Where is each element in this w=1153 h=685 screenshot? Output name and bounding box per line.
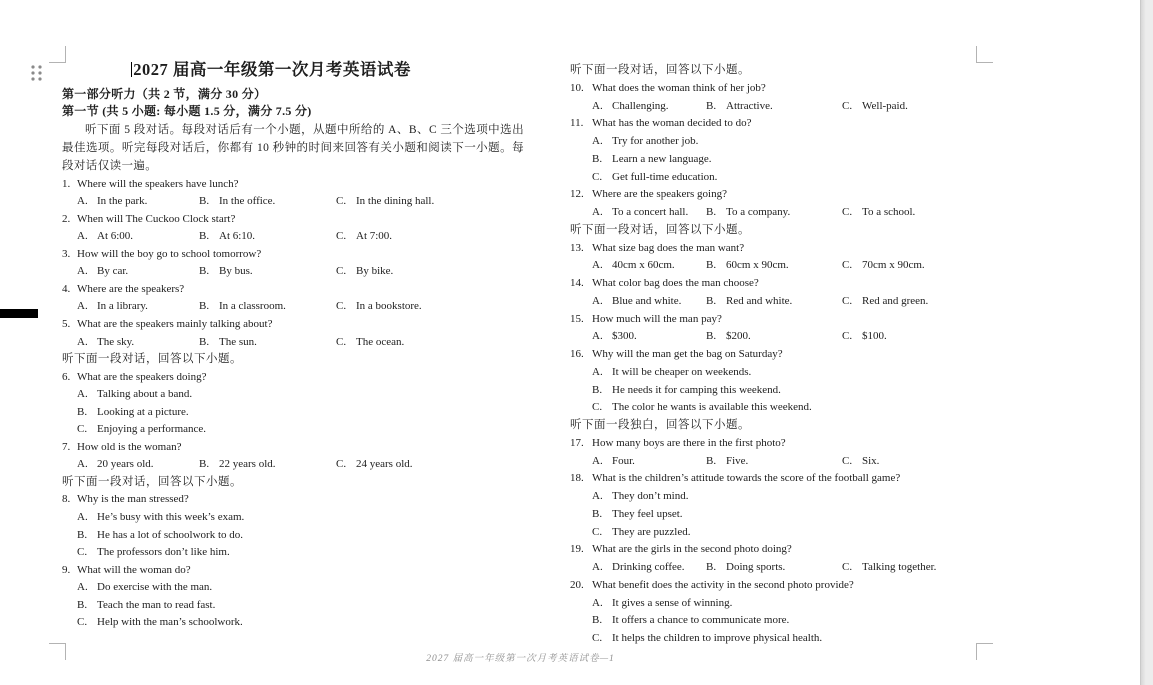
option-text: It will be cheaper on weekends.: [612, 365, 752, 378]
margin-corner-mark-top-right: [976, 46, 993, 63]
option-text: Well-paid.: [862, 99, 908, 112]
question-number: 13.: [570, 241, 584, 254]
question-number: 6.: [62, 370, 71, 383]
question-line: [62, 562, 540, 580]
option-label: A.: [77, 581, 88, 594]
option-label: A.: [592, 99, 603, 112]
question-line: [62, 491, 540, 509]
option-label: A.: [77, 195, 88, 208]
option: [592, 293, 706, 311]
option-text: He’s busy with this week’s exam.: [97, 510, 245, 523]
question-number: 20.: [570, 578, 584, 591]
option-label: B.: [77, 598, 88, 611]
exam-title-text: 2027 届高一年级第一次月考英语试卷: [133, 60, 411, 79]
option-text: Do exercise with the man.: [97, 581, 213, 594]
question-block: [62, 369, 540, 439]
option: [842, 453, 1016, 471]
option-label: B.: [77, 405, 88, 418]
option-text: 24 years old.: [356, 458, 413, 471]
question-line: [62, 176, 540, 194]
option: [842, 293, 1016, 311]
option: [706, 257, 842, 275]
question-block: [570, 435, 1016, 471]
option-text: It helps the children to improve physical health.: [612, 632, 823, 644]
option-label: C.: [77, 423, 88, 436]
option: [570, 151, 1016, 169]
option-text: In the dining hall.: [356, 195, 435, 208]
option: [592, 328, 706, 346]
question-number: 17.: [570, 436, 584, 449]
option-label: B.: [592, 383, 603, 396]
drag-handle-icon[interactable]: [30, 64, 44, 82]
option: [62, 544, 540, 562]
option: [336, 334, 540, 352]
option: [570, 612, 1016, 630]
option-label: C.: [336, 335, 347, 348]
question-block: [62, 439, 540, 474]
section1-header: 第一节 (共 5 小题: 每小题 1.5 分，满分 7.5 分): [62, 104, 312, 119]
option-text: 40cm x 60cm.: [612, 259, 675, 272]
option: [77, 456, 199, 474]
question-list-left: [62, 176, 540, 632]
option-label: A.: [77, 510, 88, 523]
question-line: [570, 115, 1016, 133]
question-text: Where will the speakers have lunch?: [77, 177, 239, 190]
option-text: It offers a chance to communicate more.: [612, 614, 790, 627]
option-label: C.: [592, 632, 603, 644]
question-number: 5.: [62, 317, 71, 330]
option-row: [570, 559, 1016, 577]
option: [62, 597, 540, 615]
option: [62, 509, 540, 527]
option: [77, 298, 199, 316]
question-text: What are the speakers doing?: [77, 370, 207, 383]
option-label: B.: [199, 458, 210, 471]
question-text: What has the woman decided to do?: [592, 117, 752, 130]
option: [842, 559, 1016, 577]
question-number: 16.: [570, 348, 584, 360]
option-text: They feel upset.: [612, 507, 683, 520]
option: [199, 228, 336, 246]
option-text: Drinking coffee.: [612, 561, 685, 573]
option-label: B.: [77, 528, 88, 541]
question-number: 7.: [62, 440, 71, 453]
question-text: Where are the speakers?: [77, 282, 185, 295]
option-row: [62, 334, 540, 352]
option-label: C.: [842, 206, 853, 218]
option: [570, 364, 1016, 382]
question-list-right: [570, 62, 1016, 648]
question-line: [570, 80, 1016, 98]
option-text: By bike.: [356, 265, 394, 278]
page-edge-strip: [1140, 0, 1153, 685]
option: [570, 488, 1016, 506]
option-label: C.: [842, 561, 853, 573]
option-label: C.: [336, 230, 347, 243]
option: [336, 228, 540, 246]
option-label: A.: [592, 365, 603, 378]
option-text: The sun.: [219, 335, 257, 348]
question-text: How many boys are there in the first photo?: [592, 436, 786, 449]
question-block: [62, 562, 540, 632]
option-text: Try for another job.: [612, 135, 699, 147]
option-text: 22 years old.: [219, 458, 276, 471]
question-block: [62, 211, 540, 246]
option-text: Blue and white.: [612, 294, 682, 307]
option-label: B.: [199, 300, 210, 313]
option-text: To a company.: [726, 206, 791, 218]
option-row: [570, 453, 1016, 471]
listening-prompt: 听下面一段对话，回答以下小题。: [62, 353, 242, 366]
option: [336, 456, 540, 474]
question-text: How will the boy go to school tomorrow?: [77, 247, 262, 260]
question-number: 9.: [62, 563, 71, 576]
option-text: Six.: [862, 454, 880, 467]
question-number: 14.: [570, 277, 584, 289]
option: [77, 334, 199, 352]
option: [199, 193, 336, 211]
part1-header: 第一部分听力（共 2 节，满分 30 分）: [62, 87, 267, 101]
option-label: C.: [592, 170, 603, 183]
option-label: A.: [592, 596, 603, 609]
option: [706, 453, 842, 471]
question-line: [570, 275, 1016, 293]
question-text: How much will the man pay?: [592, 312, 722, 325]
question-number: 3.: [62, 247, 71, 260]
option-text: Challenging.: [612, 99, 669, 112]
question-text: What is the children’s attitude towards the score of the football game?: [592, 472, 901, 485]
question-block: [62, 316, 540, 351]
option: [842, 328, 1016, 346]
option-text: Teach the man to read fast.: [97, 598, 216, 611]
option: [62, 614, 540, 632]
option: [199, 456, 336, 474]
question-text: What size bag does the man want?: [592, 241, 745, 254]
option: [62, 527, 540, 545]
option: [77, 228, 199, 246]
question-text: Where are the speakers going?: [592, 188, 727, 201]
option-label: A.: [592, 206, 603, 218]
option-text: By car.: [97, 265, 129, 278]
question-number: 12.: [570, 188, 584, 201]
option-text: Get full-time education.: [612, 170, 718, 183]
option: [570, 506, 1016, 524]
question-text: Why will the man get the bag on Saturday?: [592, 348, 783, 360]
exam-title: [62, 58, 480, 82]
question-number: 2.: [62, 212, 71, 225]
option-label: A.: [77, 388, 88, 401]
question-block: [570, 577, 1016, 648]
option-label: C.: [842, 454, 853, 467]
option-label: A.: [77, 335, 88, 348]
option: [570, 595, 1016, 613]
option-text: He has a lot of schoolwork to do.: [97, 528, 244, 541]
question-text: What will the woman do?: [77, 563, 191, 576]
option-row: [62, 263, 540, 281]
question-number: 19.: [570, 543, 584, 556]
question-block: [570, 80, 1016, 116]
option-text: $100.: [862, 330, 887, 343]
listening-prompt: 听下面一段独白，回答以下小题。: [570, 419, 750, 431]
question-line: [570, 346, 1016, 364]
question-block: [62, 246, 540, 281]
option-label: B.: [706, 330, 717, 343]
option-row: [62, 228, 540, 246]
option-text: Enjoying a performance.: [97, 423, 207, 436]
option: [77, 263, 199, 281]
question-line: [62, 281, 540, 299]
option: [706, 293, 842, 311]
option-row: [570, 257, 1016, 275]
option-text: In a bookstore.: [356, 300, 422, 313]
option-row: [62, 193, 540, 211]
question-text: Why is the man stressed?: [77, 493, 189, 506]
option-label: B.: [592, 614, 603, 627]
margin-corner-mark-bottom-left: [49, 643, 66, 660]
option-label: C.: [842, 330, 853, 343]
option-label: B.: [592, 507, 603, 520]
option-text: He needs it for camping this weekend.: [612, 383, 781, 396]
option-label: A.: [77, 300, 88, 313]
page-footer: 2027 届高一年级第一次月考英语试卷—1: [426, 654, 615, 664]
option-text: Talking together.: [862, 561, 937, 573]
option-text: Learn a new language.: [612, 152, 712, 165]
question-line: [570, 577, 1016, 595]
option: [706, 204, 842, 222]
option: [570, 630, 1016, 648]
question-number: 11.: [570, 117, 584, 130]
option-row: [570, 204, 1016, 222]
question-block: [62, 281, 540, 316]
question-line: [570, 435, 1016, 453]
option-text: At 6:00.: [97, 230, 134, 243]
option-text: It gives a sense of winning.: [612, 596, 733, 609]
question-text: What benefit does the activity in the second photo provide?: [592, 578, 854, 591]
option-text: To a concert hall.: [612, 206, 689, 218]
question-text: How old is the woman?: [77, 440, 182, 453]
question-block: [570, 240, 1016, 276]
listening-prompt: 听下面一段对话，回答以下小题。: [62, 475, 242, 488]
option-text: Talking about a band.: [97, 388, 193, 401]
question-number: 4.: [62, 282, 71, 295]
option-label: A.: [592, 294, 603, 307]
question-number: 1.: [62, 177, 71, 190]
option: [570, 169, 1016, 187]
option-label: A.: [77, 265, 88, 278]
option-row: [62, 456, 540, 474]
question-block: [570, 346, 1016, 417]
question-block: [62, 491, 540, 561]
option: [77, 193, 199, 211]
option-label: C.: [592, 401, 603, 414]
question-line: [62, 439, 540, 457]
option: [62, 386, 540, 404]
option-label: A.: [592, 490, 603, 502]
option-label: B.: [199, 335, 210, 348]
option-label: A.: [592, 330, 603, 343]
option-text: 70cm x 90cm.: [862, 259, 925, 272]
option: [336, 193, 540, 211]
question-block: [570, 470, 1016, 541]
option: [842, 257, 1016, 275]
option-label: A.: [77, 230, 88, 243]
option-label: B.: [199, 265, 210, 278]
option: [706, 328, 842, 346]
option-row: [570, 98, 1016, 116]
question-line: [62, 211, 540, 229]
option: [592, 559, 706, 577]
option-text: Five.: [726, 454, 749, 467]
option-text: They are puzzled.: [612, 525, 691, 538]
option-text: Red and white.: [726, 294, 793, 307]
option: [570, 399, 1016, 417]
question-text: What color bag does the man choose?: [592, 277, 759, 289]
option-text: The color he wants is available this weekend.: [612, 401, 812, 414]
option: [842, 204, 1016, 222]
question-line: [570, 186, 1016, 204]
option: [62, 404, 540, 422]
option: [592, 453, 706, 471]
column-right: [570, 62, 1016, 648]
option-label: C.: [842, 294, 853, 307]
option-text: Four.: [612, 454, 635, 467]
column-left: [62, 58, 540, 632]
option: [592, 204, 706, 222]
question-line: [570, 470, 1016, 488]
option-label: B.: [199, 230, 210, 243]
option-text: 20 years old.: [97, 458, 154, 471]
option-text: In the park.: [97, 195, 148, 208]
option: [842, 98, 1016, 116]
question-block: [570, 275, 1016, 311]
option-text: Red and green.: [862, 294, 929, 307]
option-label: C.: [77, 616, 88, 629]
question-number: 10.: [570, 81, 584, 94]
option-label: C.: [336, 458, 347, 471]
option-text: The sky.: [97, 335, 135, 348]
question-line: [570, 240, 1016, 258]
option-label: B.: [706, 454, 717, 467]
option-label: C.: [336, 300, 347, 313]
option-text: To a school.: [862, 206, 916, 218]
option-text: 60cm x 90cm.: [726, 259, 789, 272]
option-text: The ocean.: [356, 335, 405, 348]
option-text: The professors don’t like him.: [97, 546, 230, 559]
question-block: [570, 115, 1016, 186]
option: [199, 334, 336, 352]
option: [62, 579, 540, 597]
option-text: They don’t mind.: [612, 490, 689, 502]
option-row: [62, 298, 540, 316]
question-line: [62, 369, 540, 387]
option-label: B.: [592, 152, 603, 165]
question-block: [570, 311, 1016, 347]
option-text: Attractive.: [726, 99, 773, 112]
option-text: $300.: [612, 330, 637, 343]
option-label: C.: [592, 525, 603, 538]
option-label: A.: [592, 454, 603, 467]
option-text: By bus.: [219, 265, 253, 278]
question-text: What are the girls in the second photo doing?: [592, 543, 792, 556]
option-label: B.: [199, 195, 210, 208]
question-line: [62, 246, 540, 264]
listening-prompt: 听下面一段对话，回答以下小题。: [570, 64, 750, 76]
option-text: At 6:10.: [219, 230, 256, 243]
option-text: In a classroom.: [219, 300, 286, 313]
option-text: Doing sports.: [726, 561, 786, 573]
option-text: At 7:00.: [356, 230, 393, 243]
option-text: Help with the man’s schoolwork.: [97, 616, 243, 629]
listening-prompt: 听下面一段对话，回答以下小题。: [570, 223, 750, 236]
question-number: 8.: [62, 493, 71, 506]
option-label: C.: [842, 259, 853, 272]
option-label: C.: [336, 265, 347, 278]
question-number: 15.: [570, 312, 584, 325]
option: [592, 257, 706, 275]
option-label: B.: [706, 99, 717, 112]
option-text: In a library.: [97, 300, 148, 313]
option: [336, 263, 540, 281]
option-label: A.: [592, 135, 603, 147]
option: [570, 524, 1016, 542]
option: [592, 98, 706, 116]
option-text: Looking at a picture.: [97, 405, 189, 418]
question-text: What does the woman think of her job?: [592, 81, 766, 94]
option-label: A.: [592, 561, 603, 573]
option-label: C.: [336, 195, 347, 208]
question-text: When will The Cuckoo Clock start?: [77, 212, 236, 225]
question-line: [570, 541, 1016, 559]
option-label: C.: [842, 99, 853, 112]
option-label: B.: [706, 206, 717, 218]
option-text: In the office.: [219, 195, 276, 208]
question-block: [570, 186, 1016, 222]
left-edge-black-bar: [0, 309, 38, 318]
question-line: [62, 316, 540, 334]
option: [570, 133, 1016, 151]
option-label: B.: [706, 294, 717, 307]
option-label: B.: [706, 561, 717, 573]
question-text: What are the speakers mainly talking about?: [77, 317, 273, 330]
option: [199, 298, 336, 316]
option: [199, 263, 336, 281]
option: [62, 421, 540, 439]
option-row: [570, 328, 1016, 346]
option-text: $200.: [726, 330, 751, 343]
option-label: A.: [77, 458, 88, 471]
option: [336, 298, 540, 316]
option: [706, 98, 842, 116]
question-block: [570, 541, 1016, 577]
listening-intro: 听下面 5 段对话。每段对话后有一个小题，从题中所给的 A、B、C 三个选项中选出最佳选项。听完每段对话后，你都有 10 秒钟的时间来回答有关小题和阅读下一小题。每段对话仅读一遍。: [62, 123, 524, 172]
question-block: [62, 176, 540, 211]
option-label: C.: [77, 546, 88, 559]
option: [706, 559, 842, 577]
option: [570, 382, 1016, 400]
option-row: [570, 293, 1016, 311]
option-label: B.: [706, 259, 717, 272]
option-label: A.: [592, 259, 603, 272]
question-number: 18.: [570, 472, 584, 485]
question-line: [570, 311, 1016, 329]
